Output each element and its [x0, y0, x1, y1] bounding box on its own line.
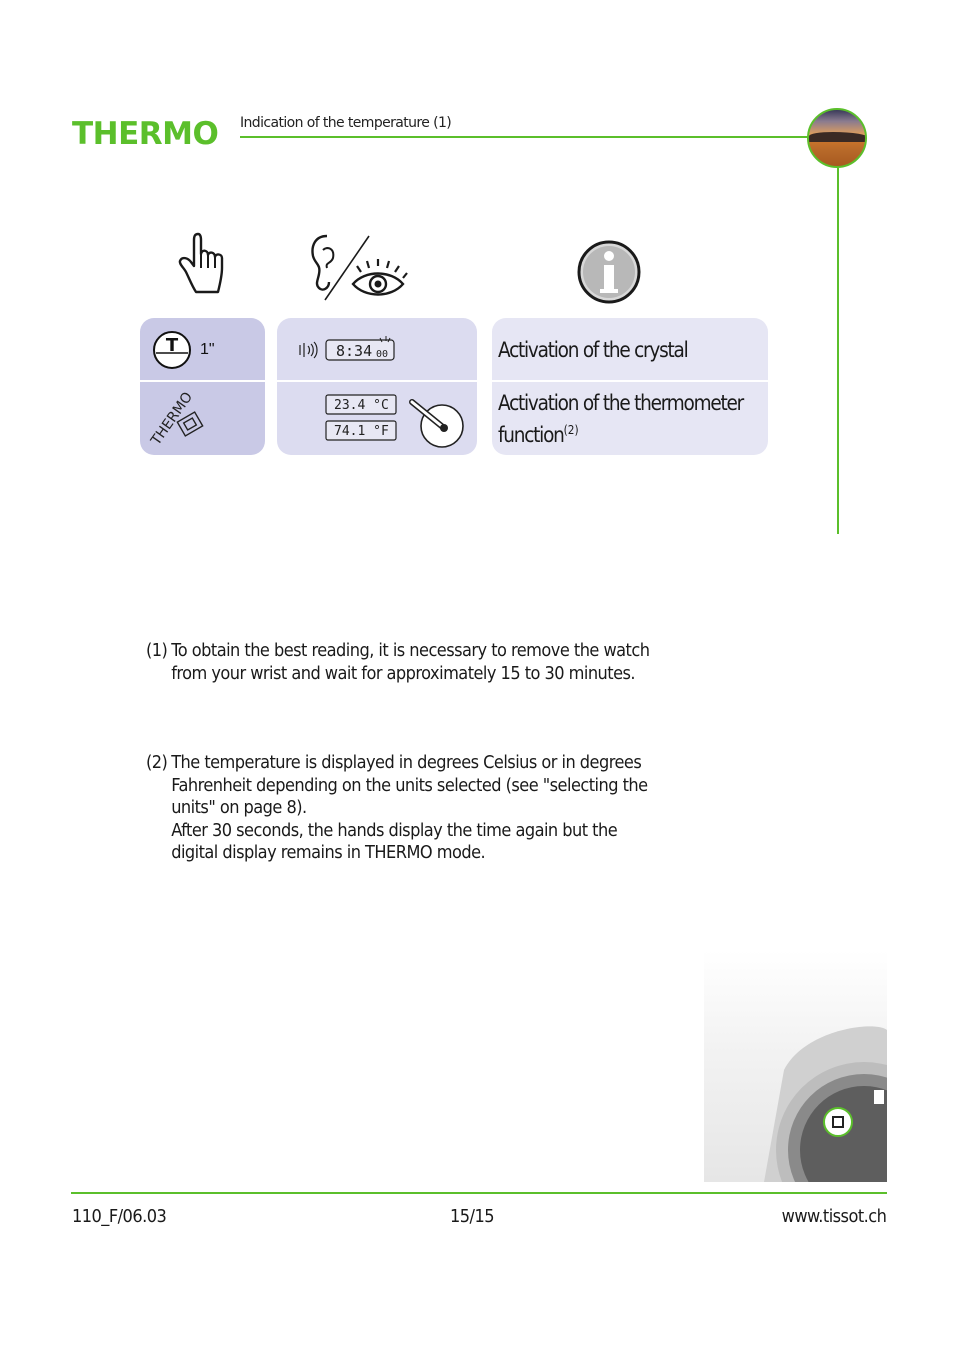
info-icon	[575, 238, 643, 306]
thermo-logo: THERMO	[72, 116, 219, 152]
svg-text:00: 00	[376, 349, 389, 360]
panel-divider	[277, 380, 477, 382]
landscape-photo	[807, 108, 867, 168]
document-code: 110_F/06.03	[72, 1206, 167, 1227]
lcd-celsius-reading: 23.4 °C	[334, 398, 389, 413]
footnote-2	[146, 752, 650, 865]
footnote-2-text: The temperature is displayed in degrees Celsius or in degrees Fahrenheit depending on the units selected (see "selecting the units" on page 8).	[171, 752, 648, 818]
press-duration: 1"	[200, 341, 215, 358]
lcd-time-reading: 8:34	[336, 342, 373, 360]
vertical-rule-top	[837, 168, 839, 534]
header-rule	[240, 136, 810, 138]
panel-divider	[492, 380, 768, 382]
footnote-1-text: To obtain the best reading, it is necessary to remove the watch from your wrist and wait for approximately 15 to 30 minutes.	[171, 640, 650, 684]
crystal-thermo-label: THERMO	[148, 389, 197, 449]
website-link[interactable]: www.tissot.ch	[781, 1206, 886, 1227]
hand-pointer-icon	[160, 228, 230, 298]
activation-crystal-text: Activation of the crystal	[498, 338, 688, 362]
footnote-2-marker: (2)	[146, 752, 168, 773]
footnote-1-marker: (1)	[146, 640, 168, 661]
footer-rule	[71, 1192, 887, 1194]
thermometer-dial-icon	[406, 396, 466, 448]
panel-divider	[140, 380, 265, 382]
page-number: 15/15	[450, 1206, 494, 1227]
crystal-thermo-icon	[146, 386, 216, 450]
beep-lcd-icon	[296, 336, 400, 364]
activation-thermometer-text: Activation of the thermometer function$^{(2)}$	[498, 391, 744, 447]
footnote-1	[146, 640, 650, 685]
temperature-lcd-icon	[324, 394, 398, 442]
t-button-label: T	[165, 335, 179, 356]
page-subtitle: Indication of the temperature (1)	[240, 115, 452, 131]
lcd-fahrenheit-reading: 74.1 °F	[334, 424, 389, 439]
t-button-icon	[152, 330, 192, 370]
footnote-marker: (2)	[563, 423, 579, 437]
watch-image	[704, 950, 887, 1182]
ear-eye-icon	[305, 228, 415, 308]
footnote-2-text-continued: After 30 seconds, the hands display the time again but the digital display remains in THERMO mode.	[171, 819, 618, 863]
